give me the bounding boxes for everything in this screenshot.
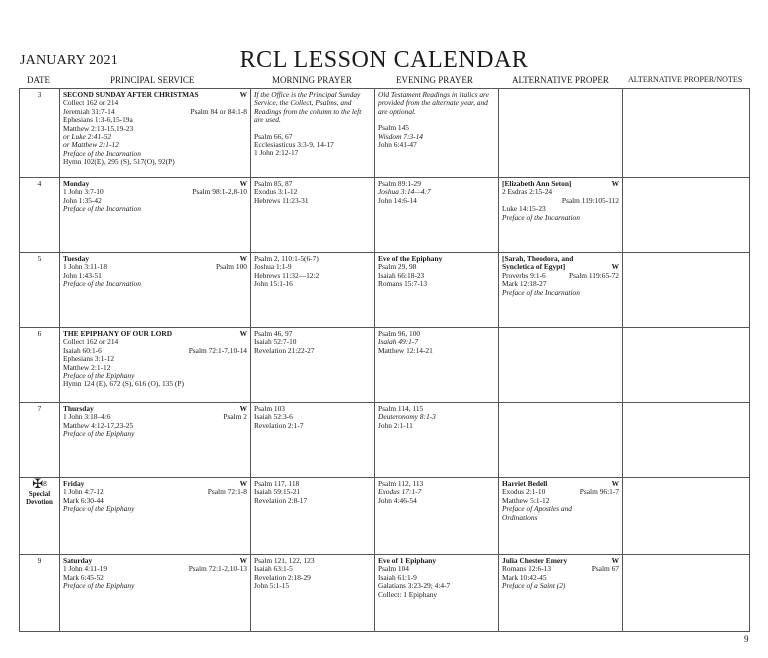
preface: Preface of the Epiphany <box>63 582 135 591</box>
reading: 1 John 4:7-12 <box>63 487 104 497</box>
reading: 1 John 3:18–4:6 <box>63 412 111 422</box>
morning-cell <box>251 178 375 253</box>
liturgical-color: W <box>239 556 247 565</box>
date-note: Devotion <box>26 498 53 507</box>
date-cell <box>20 555 60 632</box>
psalm: Psalm 29, 98 <box>378 263 417 272</box>
morning-cell <box>251 89 375 178</box>
reading: Isaiah 60:1-6 <box>63 345 102 355</box>
morning-cell <box>251 253 375 328</box>
day-title: Friday <box>63 479 85 488</box>
reading: Isaiah 49:1-7 <box>378 338 419 347</box>
date-cell <box>20 403 60 478</box>
reading: Hebrews 11:32—12:2 <box>254 271 320 280</box>
psalm: Psalm 145 <box>378 124 410 133</box>
principal-cell <box>60 555 251 632</box>
date-cell <box>20 89 60 178</box>
alt-proper-cell <box>499 253 623 328</box>
psalm: Psalm 112, 113 <box>378 480 424 488</box>
reading: Romans 12:6-13 <box>502 564 552 574</box>
reading: Matthew 2:1-12 <box>63 363 111 372</box>
reading: John 15:1-16 <box>254 280 293 289</box>
notes-cell <box>623 555 750 632</box>
day-row <box>20 178 750 253</box>
psalm: Psalm 98:1-2,8-10 <box>192 187 247 197</box>
reading: Matthew 4:12-17,23-25 <box>63 421 134 430</box>
maltese-cross-icon: ✠ <box>32 477 44 491</box>
reading: Jeremiah 31:7-14 <box>63 106 115 116</box>
preface: Preface of the Incarnation <box>63 205 141 214</box>
preface: Ordinations <box>502 513 538 522</box>
date-number: 7 <box>37 404 42 413</box>
reading: Galatians 3:23-29; 4:4-7 <box>378 582 451 591</box>
reading: Ephesians 3:1-12 <box>63 355 115 364</box>
principal-cell <box>60 253 251 328</box>
reading: Hebrews 11:23-31 <box>254 196 309 205</box>
page-number: 9 <box>744 634 749 644</box>
reading: Revelation 2:8-17 <box>254 496 308 505</box>
day-row <box>20 555 750 632</box>
date-number: 3 <box>37 90 42 99</box>
liturgical-color: W <box>611 556 619 565</box>
reading: Luke 14:15-23 <box>502 205 546 214</box>
psalm: Psalm 85, 87 <box>254 180 293 188</box>
notes-cell <box>623 403 750 478</box>
principal-cell <box>60 478 251 555</box>
morning-cell <box>251 403 375 478</box>
reading: Ecclesiasticus 3:3-9, 14-17 <box>254 141 334 150</box>
psalm: Psalm 89:1-29 <box>378 180 421 188</box>
reading: Proverbs 9:1-6 <box>502 270 546 280</box>
psalm: Psalm 104 <box>378 565 410 574</box>
evening-cell <box>375 478 499 555</box>
commemoration-title: [Elizabeth Ann Seton] <box>502 179 572 188</box>
reading: John 14:6-14 <box>378 196 417 205</box>
psalm: Psalm 100 <box>215 262 247 272</box>
psalm: Psalm 2 <box>223 412 247 422</box>
psalm: Psalm 117, 118 <box>254 480 300 488</box>
evening-cell <box>375 178 499 253</box>
reading: Exodus 2:1-10 <box>502 487 546 497</box>
reading: 2 Esdras 2:15-24 <box>502 188 553 197</box>
psalm: Psalm 66, 67 <box>254 132 293 141</box>
principal-cell <box>60 328 251 403</box>
preface: Preface of the Incarnation <box>502 288 580 297</box>
day-title: Monday <box>63 179 90 188</box>
liturgical-color: W <box>611 479 619 488</box>
reading: Exodus 17:1-7 <box>378 488 422 497</box>
evening-cell <box>375 253 499 328</box>
col-header-alt-notes: ALTERNATIVE PROPER/NOTES <box>628 75 743 84</box>
reading: Joshua 1:1-9 <box>254 263 292 272</box>
psalm: Psalm 84 or 84:1-8 <box>190 106 247 116</box>
reading: Ephesians 1:3-6,15-19a <box>63 116 133 125</box>
date-number: 5 <box>37 254 42 263</box>
day-title: Thursday <box>63 404 94 413</box>
commemoration-title: Syncletica of Egypt] <box>502 262 566 272</box>
day-title: SECOND SUNDAY AFTER CHRISTMAS <box>63 90 199 99</box>
liturgical-color: W <box>239 404 247 413</box>
liturgical-color: W <box>239 254 247 263</box>
principal-cell <box>60 89 251 178</box>
reading: Mark 6:30-44 <box>63 496 104 505</box>
day-row <box>20 89 750 178</box>
hymns: Hymn 124 (E), 672 (S), 616 (O), 135 (P) <box>63 380 184 389</box>
reading: Exodus 3:1-12 <box>254 188 298 197</box>
liturgical-color: W <box>239 329 247 338</box>
notes-cell <box>623 328 750 403</box>
liturgical-color: W <box>611 179 619 188</box>
collect: Collect: 1 Epiphany <box>378 590 438 599</box>
reading: Revelation 2:1-7 <box>254 421 304 430</box>
page-title: RCL LESSON CALENDAR <box>239 47 529 73</box>
psalm: Psalm 72:1-2,10-13 <box>188 564 247 574</box>
psalm: Psalm 103 <box>254 405 286 413</box>
preface: Preface of Apostles and <box>502 505 572 514</box>
notes-cell <box>623 478 750 555</box>
psalm: Psalm 121, 122, 123 <box>254 557 315 565</box>
psalm: Psalm 96:1-7 <box>579 487 619 497</box>
evening-cell <box>375 328 499 403</box>
office-note: If the Office is the Principal Sunday Service, the Collect, Psalms, and Readings from the column to the left are used. <box>254 90 362 125</box>
alt-proper-cell <box>499 328 623 403</box>
reading: John 2:1-11 <box>378 421 413 430</box>
calendar-table <box>19 88 750 632</box>
reading: Deuteronomy 8:1-3 <box>378 413 436 422</box>
evening-cell <box>375 89 499 178</box>
reading: 1 John 2:12-17 <box>254 149 299 158</box>
date-number: 8 <box>43 479 47 488</box>
col-header-morning: MORNING PRAYER <box>272 75 352 85</box>
month-label: JANUARY 2021 <box>20 53 118 68</box>
psalm: Psalm 72:1-7,10-14 <box>188 345 247 355</box>
preface: Preface of the Epiphany <box>63 505 135 514</box>
preface: Preface of the Epiphany <box>63 430 135 439</box>
reading: or Matthew 2:1-12 <box>63 141 119 150</box>
collect: Collect 162 or 214 <box>63 99 119 108</box>
commemoration-title: Harriet Bedell <box>502 479 548 488</box>
reading: Isaiah 63:1-5 <box>254 565 293 574</box>
psalm: Psalm 46, 97 <box>254 330 293 338</box>
reading: John 6:41-47 <box>378 141 417 150</box>
reading: Isaiah 52:3-6 <box>254 413 293 422</box>
preface: Preface of a Saint (2) <box>502 582 566 591</box>
hymns: Hymn 102(E), 295 (S), 517(O), 92(P) <box>63 158 175 167</box>
reading: Isaiah 66:18-23 <box>378 271 425 280</box>
reading: or Luke 2:41-52 <box>63 133 112 142</box>
reading: Mark 10:42-45 <box>502 573 547 582</box>
date-number: 9 <box>37 556 42 565</box>
reading: Matthew 12:14-21 <box>378 346 433 355</box>
col-header-date: DATE <box>27 75 50 85</box>
day-row <box>20 478 750 555</box>
day-row <box>20 328 750 403</box>
day-row <box>20 253 750 328</box>
date-cell <box>20 328 60 403</box>
reading: Wisdom 7:3-14 <box>378 132 423 141</box>
date-note: Special <box>28 490 51 499</box>
commemoration-title: [Sarah, Theodora, and <box>502 255 574 263</box>
date-cell <box>20 253 60 328</box>
evening-cell <box>375 555 499 632</box>
reading: Isaiah 61:1-9 <box>378 573 417 582</box>
reading: John 1:43-51 <box>63 271 102 280</box>
notes-cell <box>623 253 750 328</box>
commemoration-title: Julia Chester Emery <box>502 556 568 565</box>
reading: 1 John 4:11-19 <box>63 564 108 574</box>
date-number: 4 <box>37 179 42 188</box>
reading: Isaiah 59:15-21 <box>254 488 301 497</box>
alt-proper-cell <box>499 89 623 178</box>
eve-title: Eve of 1 Epiphany <box>378 557 437 565</box>
alt-proper-cell <box>499 403 623 478</box>
reading: 1 John 3:11-18 <box>63 262 108 272</box>
day-title: Tuesday <box>63 254 90 263</box>
alt-proper-cell <box>499 555 623 632</box>
principal-cell <box>60 178 251 253</box>
reading: 1 John 3:7-10 <box>63 187 104 197</box>
liturgical-color: W <box>239 90 247 99</box>
eve-title: Eve of the Epiphany <box>378 255 443 263</box>
psalm: Psalm 114, 115 <box>378 405 424 413</box>
date-cell <box>20 178 60 253</box>
preface: Preface of the Epiphany <box>63 372 135 381</box>
reading: Revelation 21:22-27 <box>254 346 315 355</box>
col-header-principal: PRINCIPAL SERVICE <box>110 75 195 85</box>
reading: Matthew 2:13-15,19-23 <box>63 124 134 133</box>
preface: Preface of the Incarnation <box>63 149 141 158</box>
psalm: Psalm 67 <box>591 564 619 574</box>
day-row <box>20 403 750 478</box>
psalm: Psalm 119:65-72 <box>568 270 619 280</box>
reading: Romans 15:7-13 <box>378 280 428 289</box>
principal-cell <box>60 403 251 478</box>
reading: John 4:46-54 <box>378 496 417 505</box>
morning-cell <box>251 478 375 555</box>
office-note: Old Testament Readings in italics are provided from the alternate year, and are optional. <box>378 90 489 116</box>
liturgical-color: W <box>611 262 619 272</box>
reading: Matthew 5:1-12 <box>502 496 550 505</box>
preface: Preface of the Incarnation <box>63 280 141 289</box>
reading: Revelation 2:18-29 <box>254 573 311 582</box>
reading: John 1:35-42 <box>63 196 102 205</box>
notes-cell <box>623 178 750 253</box>
reading: Joshua 3:14—4:7 <box>378 188 431 197</box>
alt-proper-cell <box>499 478 623 555</box>
date-number: 6 <box>37 329 42 338</box>
col-header-alt-proper: ALTERNATIVE PROPER <box>512 75 609 85</box>
psalm: Psalm 96, 100 <box>378 330 421 338</box>
preface: Preface of the Incarnation <box>502 213 580 222</box>
psalm: Psalm 2, 110:1-5(6-7) <box>254 255 319 263</box>
psalm: Psalm 119:105-112 <box>561 196 619 205</box>
psalm: Psalm 72:1-8 <box>207 487 247 497</box>
reading: John 5:1-15 <box>254 582 290 591</box>
reading: Mark 12:18-27 <box>502 280 547 289</box>
evening-cell <box>375 403 499 478</box>
morning-cell <box>251 328 375 403</box>
notes-cell <box>623 89 750 178</box>
morning-cell <box>251 555 375 632</box>
liturgical-color: W <box>239 479 247 488</box>
day-title: Saturday <box>63 556 93 565</box>
date-cell <box>20 478 60 555</box>
collect: Collect 162 or 214 <box>63 338 119 347</box>
alt-proper-cell <box>499 178 623 253</box>
day-title: THE EPIPHANY OF OUR LORD <box>63 329 173 338</box>
col-header-evening: EVENING PRAYER <box>396 75 473 85</box>
reading: Mark 6:45-52 <box>63 573 104 582</box>
liturgical-color: W <box>239 179 247 188</box>
reading: Isaiah 52:7-10 <box>254 338 297 347</box>
